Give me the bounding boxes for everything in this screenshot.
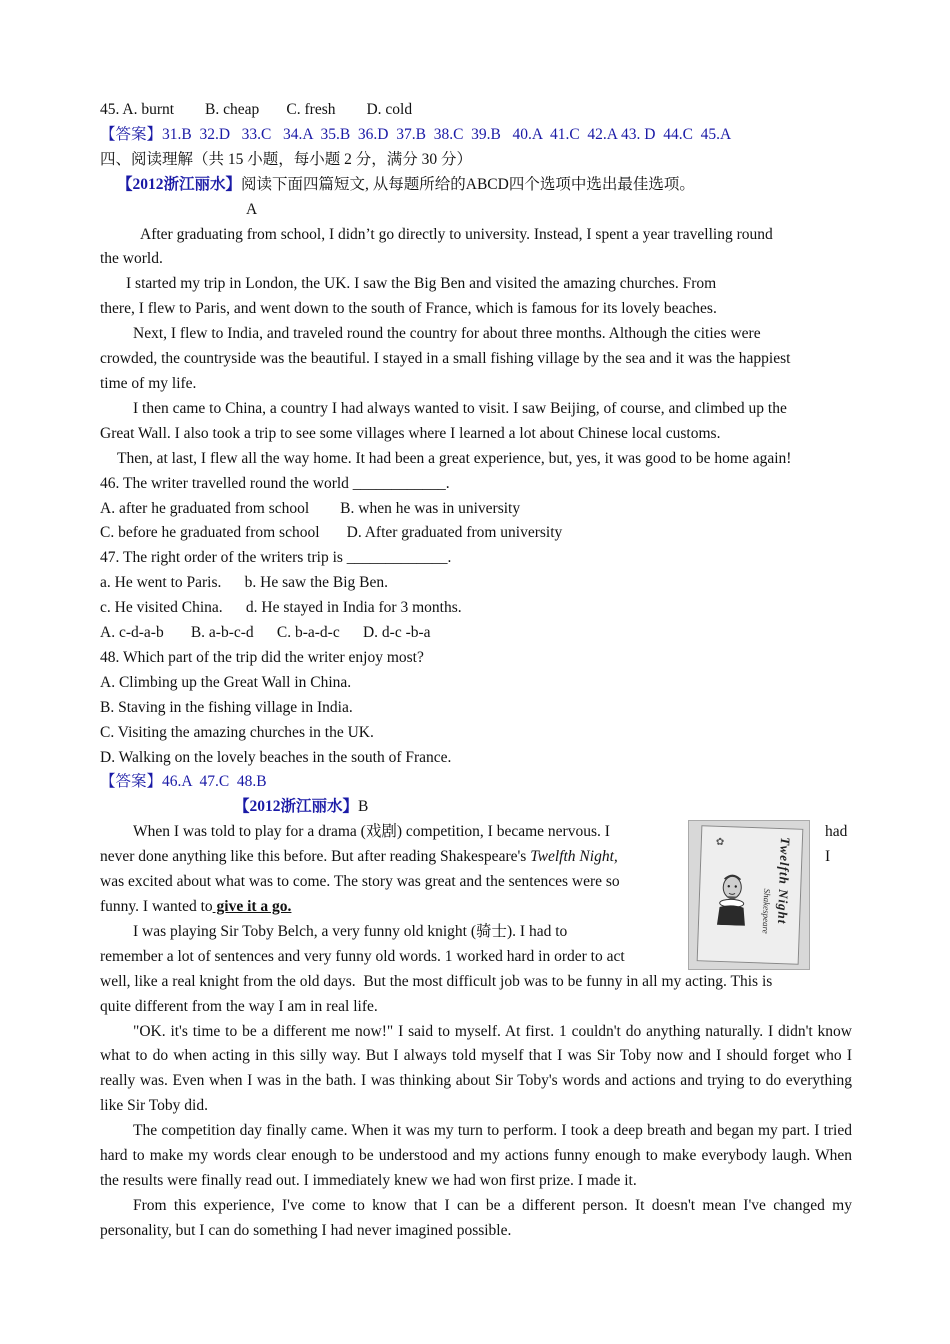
book-cover-image	[688, 820, 810, 970]
answer-key-1: 【答案】31.B 32.D 33.C 34.A 35.B 36.D 37.B 38.C 39.B 40.A 41.C 42.A 43. D 44.C 45.A	[100, 125, 732, 143]
question-line: A. after he graduated from school B. when he was in university	[100, 499, 521, 517]
question-line: D. Walking on the lovely beaches in the south of France.	[100, 748, 452, 766]
passage-a-label: A	[246, 200, 258, 218]
book-title: Twelfth Night	[774, 837, 793, 925]
passage-b-word-i: I	[825, 848, 831, 866]
passage-b-paragraph: The competition day finally came. When it was my turn to perform. I took a deep breath and began my part. I tried hard to make my words clear enough to be understood and my actions funny enough to make everybody laugh. When the results were finally read out. I immediately knew we had won first prize. I made it.	[100, 1122, 852, 1189]
source-line-b	[100, 795, 852, 820]
book-cover	[697, 826, 804, 965]
question-line: a. He went to Paris. b. He saw the Big Ben.	[100, 574, 388, 592]
passage-b-word-had: had	[825, 823, 848, 841]
play-title: Twelfth Night,	[530, 848, 618, 866]
question-line: c. He visited China. d. He stayed in India for 3 months.	[100, 599, 462, 617]
answer-key-a: 【答案】46.A 47.C 48.B	[100, 773, 267, 791]
passage-a-line: there, I flew to Paris, and went down to the south of France, which is famous for its lovely beaches.	[100, 300, 717, 318]
passage-a-line: I started my trip in London, the UK. I saw the Big Ben and visited the amazing churches. From	[126, 275, 717, 293]
question-line: C. Visiting the amazing churches in the UK.	[100, 723, 374, 741]
book-author: Shakespeare	[760, 888, 773, 935]
passage-b-paragraph: From this experience, I've come to know that I can be a different person. It doesn't mean I've changed my personality, but I can do something I had never imagined possible.	[100, 1196, 852, 1239]
question-line: B. Staving in the fishing village in India.	[100, 698, 353, 716]
passage-b-line: was excited about what was to come. The story was great and the sentences were so	[100, 873, 620, 891]
question-line: 46. The writer travelled round the world ____________.	[100, 474, 450, 492]
passage-b-line: remember a lot of sentences and very funny old words. 1 worked hard in order to act	[100, 947, 625, 965]
passage-a-line: Next, I flew to India, and traveled round the country for about three months. Although the cities were	[133, 325, 761, 343]
passage-a-line: After graduating from school, I didn’t go directly to university. Instead, I spent a year travelling round	[140, 225, 773, 243]
passage-b-line: When I was told to play for a drama (戏剧) competition, I became nervous. I had	[100, 820, 852, 845]
flower-icon: ✿	[715, 837, 725, 849]
passage-b-line: funny. I wanted to give it a go.	[100, 898, 292, 915]
passage-a-line: Great Wall. I also took a trip to see some villages where I learned a lot about Chinese local customs.	[100, 424, 721, 442]
shakespeare-portrait-icon	[711, 869, 753, 926]
passage-a-line: Then, at last, I flew all the way home. It had been a great experience, but, yes, it was good to be home again!	[117, 449, 792, 467]
question-line: 47. The right order of the writers trip is _____________.	[100, 549, 452, 567]
passage-b-paragraph: "OK. it's time to be a different me now!" I said to myself. At first. 1 couldn't do anything naturally. I didn't know what to do when acting in this silly way. But I always told myself that I was Sir Toby now and I should forget who I really was. Even when I was in the bath. I was thinking about Sir Toby's words and actions and trying to do everything like Sir Toby did.	[100, 1022, 852, 1115]
underlined-phrase: give it a go.	[212, 898, 292, 915]
passage-a-line: I then came to China, a country I had always wanted to visit. I saw Beijing, of course, and climbed up the	[133, 399, 787, 417]
passage-a-line: time of my life.	[100, 374, 197, 392]
section-heading: 四、阅读理解（共 15 小题，每小题 2 分，满分 30 分）	[100, 150, 473, 168]
passage-b-line: never done anything like this before. But after reading Shakespeare's Twelfth Night, I	[100, 845, 852, 870]
question-line: A. Climbing up the Great Wall in China.	[100, 673, 352, 691]
source-tag-a: 【2012浙江丽水】	[117, 175, 242, 193]
source-tag-b: 【2012浙江丽水】	[234, 798, 359, 816]
instruction-text: 阅读下面四篇短文, 从每题所给的ABCD四个选项中选出最佳选项。	[241, 175, 695, 193]
question-line: A. c-d-a-b B. a-b-c-d C. b-a-d-c D. d-c -b-a	[100, 624, 431, 642]
passage-b-line: well, like a real knight from the old days. But the most difficult job was to be funny in all my acting. This is	[100, 972, 773, 990]
document-page	[100, 98, 852, 1244]
passage-b-line: quite different from the way I am in real life.	[100, 997, 378, 1015]
question-line: 48. Which part of the trip did the writer enjoy most?	[100, 648, 424, 666]
question-line: C. before he graduated from school D. After graduated from university	[100, 524, 563, 542]
passage-a-line: the world.	[100, 250, 163, 268]
question-45: 45. A. burnt B. cheap C. fresh D. cold	[100, 101, 413, 118]
passage-b-float-section	[100, 820, 852, 969]
passage-b-line: I was playing Sir Toby Belch, a very funny old knight (骑士). I had to	[133, 922, 568, 940]
passage-b-label: B	[358, 798, 369, 816]
passage-a-line: crowded, the countryside was the beautiful. I stayed in a small fishing village by the sea and it was the happiest	[100, 350, 791, 368]
source-line-a	[100, 173, 852, 198]
